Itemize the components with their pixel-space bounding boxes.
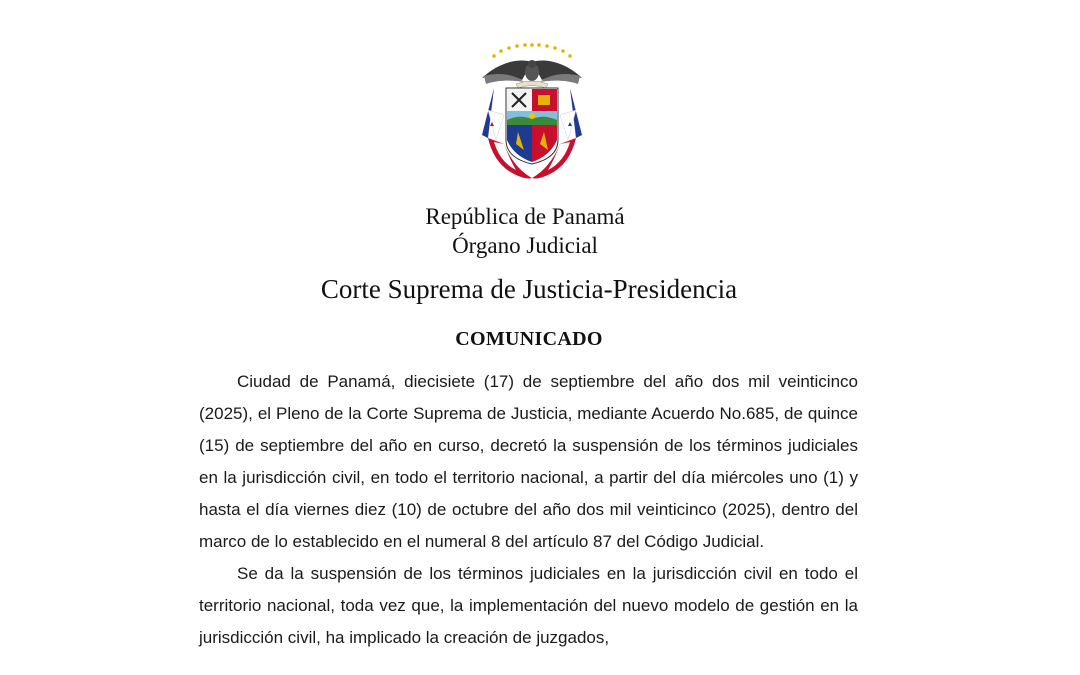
document-title: COMUNICADO xyxy=(455,328,603,350)
stars-arc-icon xyxy=(492,43,572,58)
document-body xyxy=(199,366,858,654)
header-country: República de Panamá xyxy=(425,204,625,229)
coat-of-arms-of-panama-icon xyxy=(474,40,590,185)
header-organ: Órgano Judicial xyxy=(452,233,598,258)
paragraph: Ciudad de Panamá, diecisiete (17) de septiembre del año dos mil veinticinco (2025), el Pleno de la Corte Suprema de Justicia, mediante Acuerdo No.685, de quince (15) de septiembre del año en curso, decretó la suspensión de los términos judiciales en la jurisdicción civil, en todo el territorio nacional, a partir del día miércoles uno (1) y hasta el día viernes diez (10) de octubre del año dos mil veinticinco (2025), dentro del marco de lo establecido en el numeral 8 del artículo 87 del Código Judicial. xyxy=(199,372,858,551)
header-court: Corte Suprema de Justicia-Presidencia xyxy=(320,274,738,304)
paragraph: Se da la suspensión de los términos judiciales en la jurisdicción civil en todo el territorio nacional, toda vez que, la implementación del nuevo modelo de gestión en la jurisdicción civil, ha implicado la creación de juzgados, xyxy=(199,564,858,647)
